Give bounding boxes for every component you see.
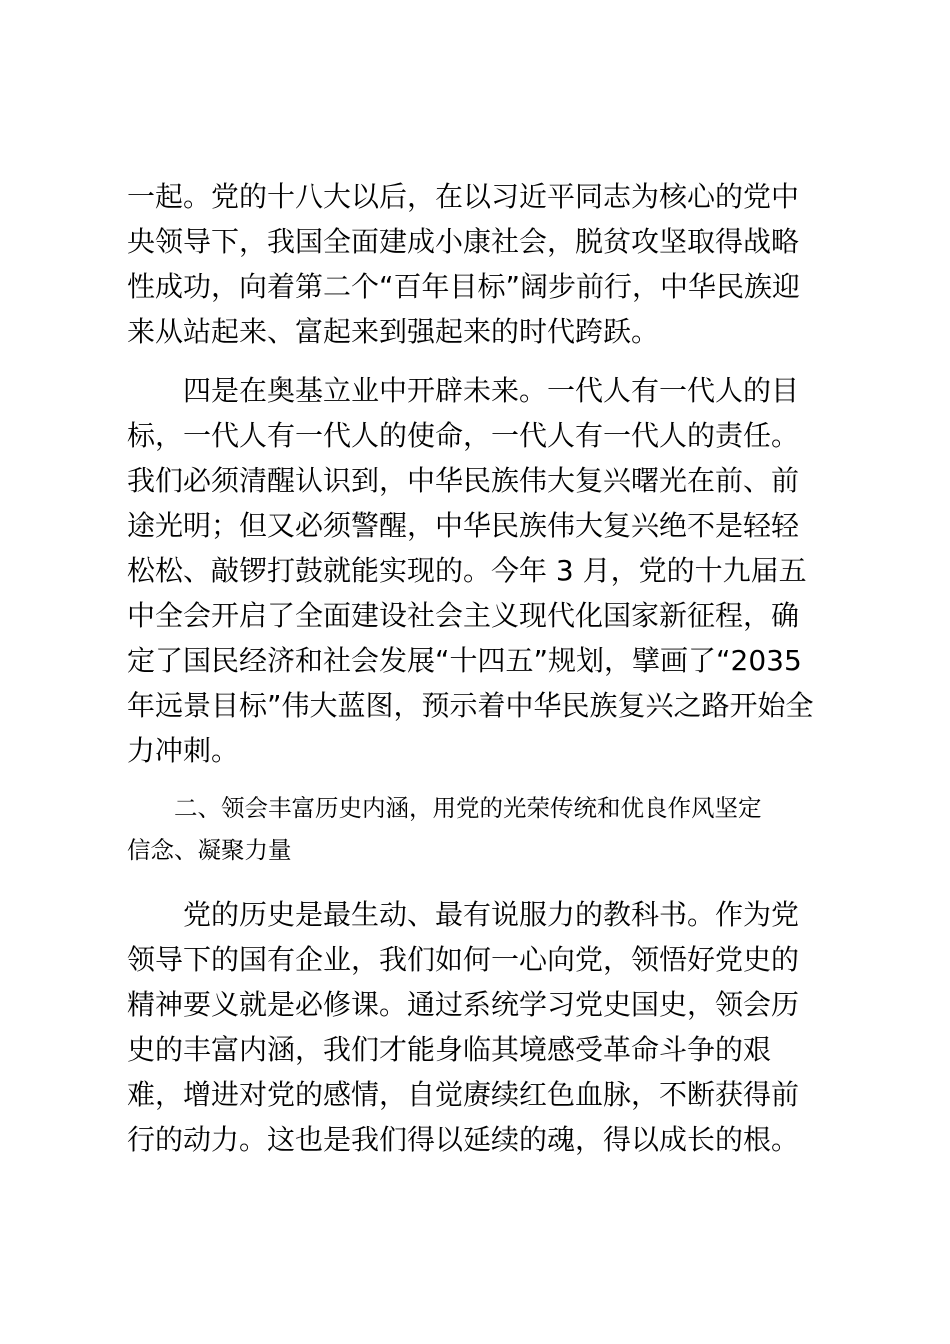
paragraph-line: 中全会开启了全面建设社会主义现代化国家新征程，确 (127, 599, 800, 632)
paragraph-line: 难，增进对党的感情，自觉赓续红色血脉，不断获得前 (127, 1078, 800, 1111)
paragraph-line: 行的动力。这也是我们得以延续的魂，得以成长的根。 (127, 1123, 800, 1156)
heading-line: 信念、凝聚力量 (127, 836, 292, 864)
paragraph-line: 力冲刺。 (127, 734, 240, 767)
closing-paragraph (127, 892, 837, 1162)
paragraph-line: 我们必须清醒认识到，中华民族伟大复兴曙光在前、前 (127, 464, 800, 497)
paragraph-line: 定了国民经济和社会发展“十四五”规划，擘画了“2035 (127, 644, 802, 677)
section-heading (127, 787, 837, 871)
paragraph-line: 性成功，向着第二个“百年目标”阔步前行，中华民族迎 (127, 270, 801, 303)
heading-line: 二、领会丰富历史内涵，用党的光荣传统和优良作风坚定 (174, 794, 762, 822)
paragraph-line: 党的历史是最生动、最有说服力的教科书。作为党 (183, 898, 800, 931)
continuation-paragraph (127, 174, 837, 354)
paragraph-line: 史的丰富内涵，我们才能身临其境感受革命斗争的艰 (127, 1033, 772, 1066)
paragraph-line: 央领导下，我国全面建成小康社会，脱贫攻坚取得战略 (127, 225, 800, 258)
paragraph-line: 来从站起来、富起来到强起来的时代跨跃。 (127, 315, 660, 348)
paragraph-line: 途光明；但又必须警醒，中华民族伟大复兴绝不是轻轻 (127, 509, 800, 542)
point-four-paragraph (127, 368, 837, 773)
paragraph-line: 精神要义就是必修课。通过系统学习党史国史，领会历 (127, 988, 800, 1021)
paragraph-line: 一起。党的十八大以后，在以习近平同志为核心的党中 (127, 180, 800, 213)
paragraph-line: 年远景目标”伟大蓝图，预示着中华民族复兴之路开始全 (127, 689, 814, 722)
paragraph-line: 标，一代人有一代人的使命，一代人有一代人的责任。 (127, 419, 800, 452)
paragraph-line: 四是在奥基立业中开辟未来。一代人有一代人的目 (183, 374, 800, 407)
paragraph-line: 领导下的国有企业，我们如何一心向党，领悟好党史的 (127, 943, 800, 976)
paragraph-line: 松松、敲锣打鼓就能实现的。今年 3 月，党的十九届五 (127, 554, 807, 587)
